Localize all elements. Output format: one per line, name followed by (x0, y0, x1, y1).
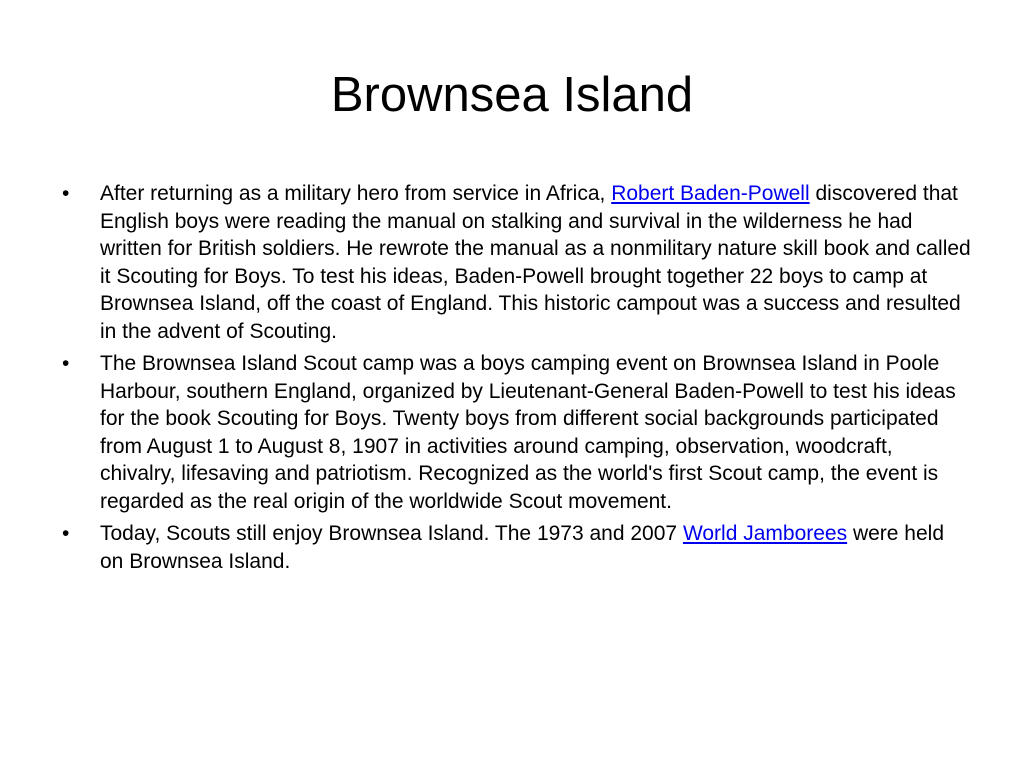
bullet-item (62, 520, 972, 575)
bullet-dot-icon: • (62, 182, 70, 205)
bullet-list (62, 180, 972, 580)
bullet-text: were held on Brownsea Island. (100, 522, 945, 573)
world-jamborees-link[interactable]: World Jamborees (682, 522, 848, 545)
bullet-dot-icon: • (62, 352, 70, 375)
bullet-item (62, 350, 972, 515)
robert-baden-powell-link[interactable]: Robert Baden-Powell (611, 182, 810, 205)
bullet-text: discovered that English boys were reading the manual on stalking and survival in the wilderness he had written for British soldiers. He rewrote the manual as a nonmilitary nature skill book and called it Scouting for Boys. To test his ideas, Baden-Powell brought together 22 boys to camp at Brownsea Island, off the coast of England. This historic campout was a success and resulted in the advent of Scouting. (100, 182, 971, 343)
bullet-text: The Brownsea Island Scout camp was a boys camping event on Brownsea Island in Poole Harbour, southern England, organized by Lieutenant-General Baden-Powell to test his ideas for the book Scouting for Boys. Twenty boys from different social backgrounds participated from August 1 to August 8, 1907 in activities around camping, observation, woodcraft, chivalry, lifesaving and patriotism. Recognized as the world's first Scout camp, the event is regarded as the real origin of the worldwide Scout movement. (100, 352, 956, 513)
bullet-text: After returning as a military hero from service in Africa, (100, 182, 612, 205)
bullet-dot-icon: • (62, 522, 70, 545)
slide-title: Brownsea Island (330, 68, 694, 122)
bullet-item (62, 180, 972, 345)
bullet-text: Today, Scouts still enjoy Brownsea Island. The 1973 and 2007 (100, 522, 683, 545)
